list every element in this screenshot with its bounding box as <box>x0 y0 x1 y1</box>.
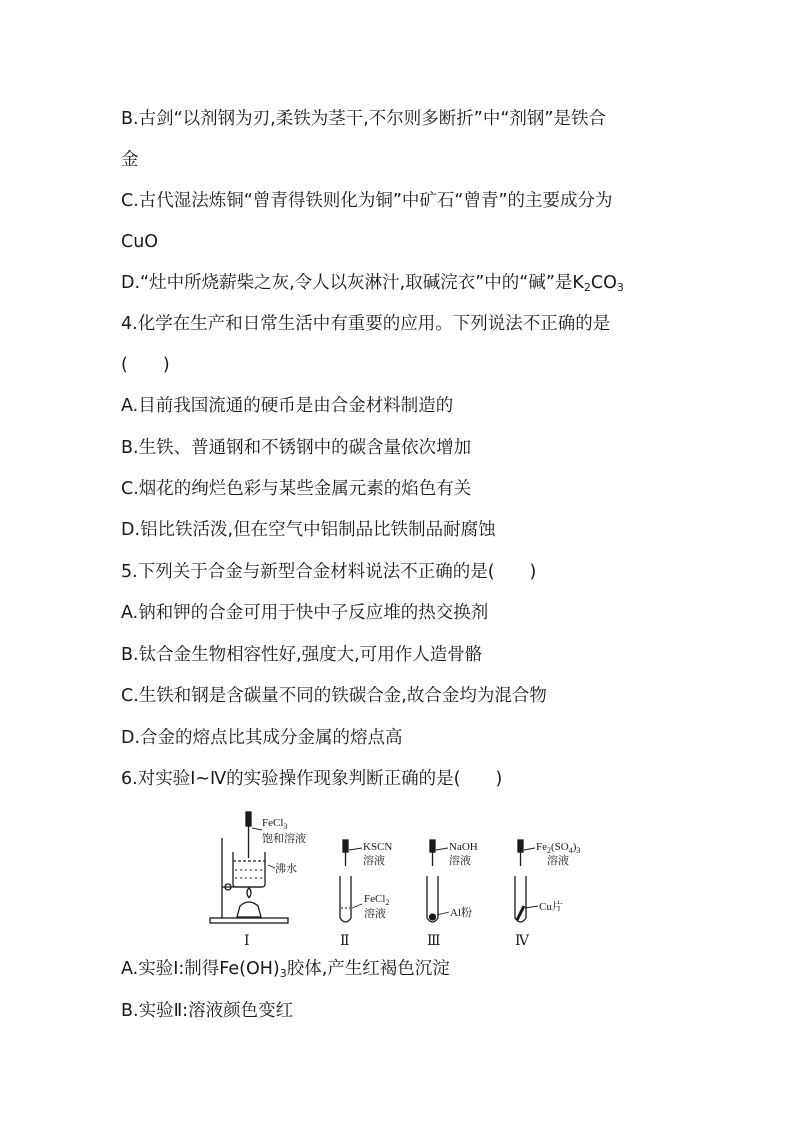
subscript: 3 <box>576 846 581 855</box>
exp2-tube-label <box>364 893 389 907</box>
option-6a-text: A.实验Ⅰ:制得Fe(OH) <box>121 959 280 979</box>
exp3-tube-label: Al粉 <box>450 907 472 919</box>
exp1-beaker-label: 沸水 <box>275 863 297 875</box>
option-4a: A.目前我国流通的硬币是由合金材料制造的 <box>121 396 454 416</box>
option-5c: C.生铁和钢是含碳量不同的铁碳合金,故合金均为混合物 <box>121 686 547 706</box>
leader-line <box>349 848 362 850</box>
subscript: 2 <box>547 846 551 855</box>
exp2-dropper-desc: 溶液 <box>363 855 385 867</box>
exp3-numeral: Ⅲ <box>427 934 441 949</box>
option-5b: B.钛合金生物相容性好,强度大,可用作人造骨骼 <box>121 645 483 665</box>
exp2-tube-desc: 溶液 <box>364 908 386 920</box>
leader-line <box>524 848 535 850</box>
question-4-stem: 4.化学在生产和日常生活中有重要的应用。下列说法不正确的是 <box>121 314 611 334</box>
leader-line <box>252 828 262 830</box>
dropper-bulb <box>246 812 251 826</box>
exp1-reagent-label <box>262 817 287 831</box>
exp4-numeral: Ⅳ <box>515 934 529 949</box>
question-4-answer-blank: ( ) <box>121 355 170 375</box>
experiment-3-apparatus <box>427 840 449 922</box>
experiment-figure <box>205 800 605 952</box>
dropper-bulb <box>343 840 348 852</box>
option-5a: A.钠和钾的合金可用于快中子反应堆的热交换剂 <box>121 603 489 623</box>
option-3c: C.古代湿法炼铜“曾青得铁则化为铜”中矿石“曾青”的主要成分为 <box>121 191 613 211</box>
option-4c: C.烟花的绚烂色彩与某些金属元素的焰色有关 <box>121 479 472 499</box>
experiment-4-apparatus <box>515 840 538 922</box>
exp2-numeral: Ⅱ <box>340 934 350 949</box>
aluminum-powder <box>430 914 436 920</box>
exp1-reagent-desc: 饱和溶液 <box>262 833 306 845</box>
dropper-bulb <box>518 840 523 852</box>
option-6a <box>121 957 450 981</box>
option-5d: D.合金的熔点比其成分金属的熔点高 <box>121 728 403 748</box>
leader-line <box>352 904 362 908</box>
formula-text: FeCl <box>262 817 284 829</box>
subscript: 2 <box>385 898 390 907</box>
test-tube <box>340 876 351 922</box>
formula-text: (SO <box>551 841 569 853</box>
formula-text: ) <box>572 841 577 853</box>
formula-text: CO <box>590 273 617 293</box>
subscript: 3 <box>283 822 288 831</box>
option-6a-text-end: 胶体,产生红褐色沉淀 <box>286 959 450 979</box>
option-4b: B.生铁、普通钢和不锈钢中的碳含量依次增加 <box>121 438 472 458</box>
option-3d <box>121 271 624 295</box>
option-3b: B.古剑“以剂钢为刃,柔铁为茎干,不尔则多断折”中“剂钢”是铁合 <box>121 109 606 129</box>
exp4-dropper-label <box>536 841 580 855</box>
option-6b: B.实验Ⅱ:溶液颜色变红 <box>121 1001 294 1021</box>
exp4-tube-label: Cu片 <box>539 901 563 913</box>
leader-line <box>525 906 538 908</box>
leader-line <box>437 912 449 915</box>
exp1-numeral: Ⅰ <box>244 934 250 949</box>
alcohol-lamp <box>237 902 261 917</box>
exp3-dropper-desc: 溶液 <box>449 855 471 867</box>
flame-icon <box>247 888 251 898</box>
question-6-stem: 6.对实验Ⅰ~Ⅳ的实验操作现象判断正确的是( ) <box>121 769 503 789</box>
option-3c-continued: CuO <box>121 232 159 252</box>
question-5-stem: 5.下列关于合金与新型合金材料说法不正确的是( ) <box>121 562 537 582</box>
exp2-dropper-label: KSCN <box>363 841 393 853</box>
subscript: 4 <box>568 846 573 855</box>
option-4d: D.铝比铁活泼,但在空气中铝制品比铁制品耐腐蚀 <box>121 520 496 540</box>
option-3d-text: D.“灶中所烧薪柴之灰,令人以灰淋汁,取碱浣衣”中的“碱”是K <box>121 273 584 293</box>
dropper-bulb <box>430 840 435 852</box>
leader-line <box>268 865 275 868</box>
subscript: 3 <box>279 967 287 980</box>
leader-line <box>436 848 448 850</box>
option-3b-continued: 金 <box>121 150 139 170</box>
subscript: 3 <box>616 281 624 294</box>
formula-text: FeCl <box>364 893 386 905</box>
exp3-dropper-label: NaOH <box>449 841 478 853</box>
subscript: 2 <box>583 281 591 294</box>
formula-text: Fe <box>536 841 547 853</box>
experiment-2-apparatus <box>340 840 362 922</box>
stand-base <box>210 918 288 923</box>
exp4-dropper-desc: 溶液 <box>547 855 569 867</box>
copper-strip <box>517 906 524 920</box>
